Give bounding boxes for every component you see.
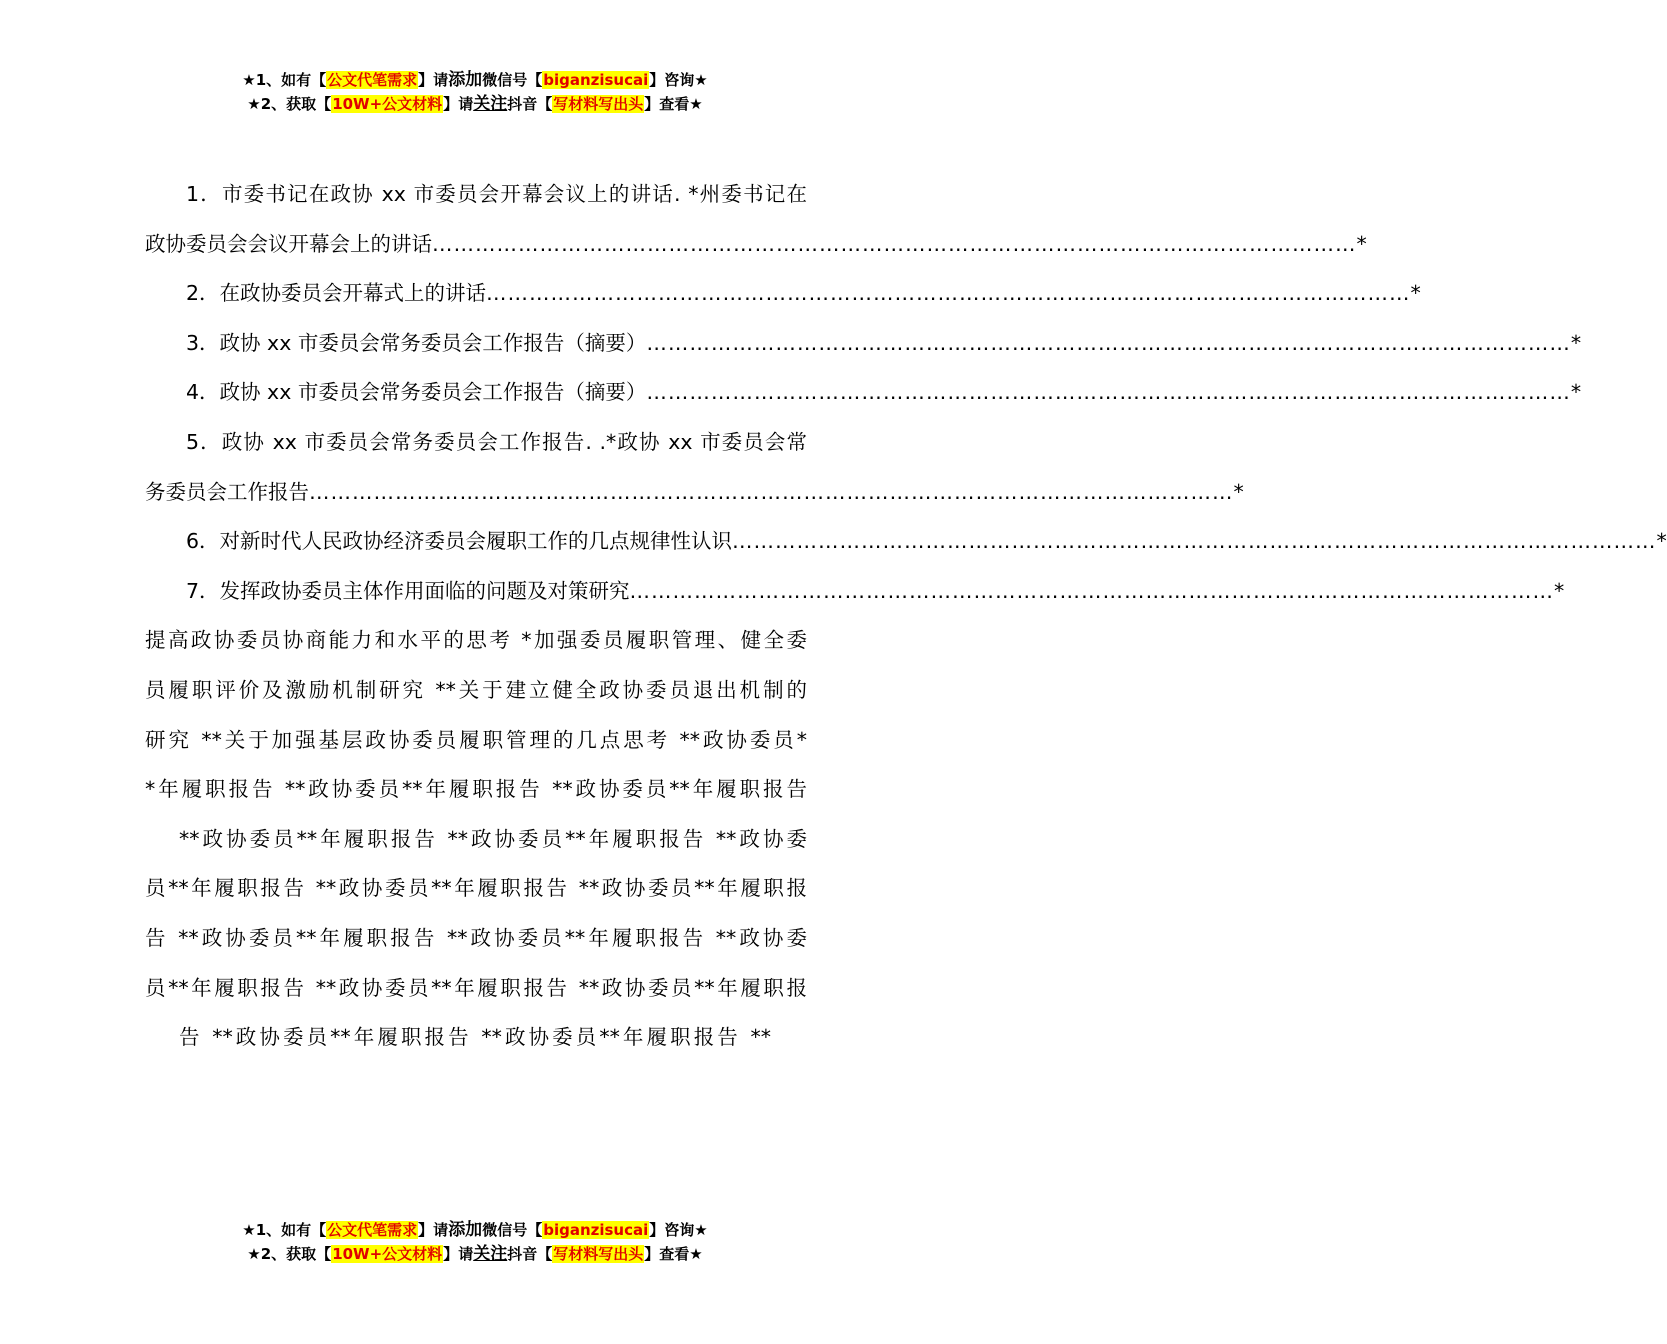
banner-line-1: ★1、如有【公文代笔需求】请添加微信号【biganzisucai】咨询★ [242,70,708,90]
toc-item-2: 2．在政协委员会开幕式上的讲话 ………………………………………………………………………………………………………………… * [145,269,807,319]
leader-dots: ………………………………………………………………………………………………………………… [309,479,1234,504]
page-number: * [1570,380,1582,405]
toc-item-6: 6．对新时代人民政协经济委员会履职工作的几点规律性认识 ………………………………………………………………………………………………………………… * [145,517,807,567]
document-body [145,170,1667,1063]
banner-line-2: ★2、获取【10W+公文材料】请关注抖音【写材料写出头】查看★ [247,94,703,114]
toc-item-1-line-2: 政协委员会会议开幕会上的讲话 ………………………………………………………………………………………………………………… * [145,220,807,270]
paragraph-line-2: 员履职评价及激励机制研究 **关于建立健全政协委员退出机制的 [145,677,807,702]
paragraph-line-6: 员**年履职报告 **政协委员**年履职报告 **政协委员**年履职报 [145,876,807,901]
toc-item-7: 7．发挥政协委员主体作用面临的问题及对策研究 ………………………………………………………………………………………………………………… * [145,567,807,617]
highlight-douyin: 写材料写出头 [553,1245,644,1263]
highlight-ghostwriting: 公文代笔需求 [327,1221,418,1239]
leader-dots: ………………………………………………………………………………………………………………… [629,578,1555,603]
paragraph-line-8: 员**年履职报告 **政协委员**年履职报告 **政协委员**年履职报 [145,975,807,1000]
paragraph-line-9: 告 **政协委员**年履职报告 **政协委员**年履职报告 ** [179,1025,771,1050]
paragraph-line-5: **政协委员**年履职报告 **政协委员**年履职报告 **政协委 [179,826,807,851]
page-number: * [1570,330,1582,355]
toc-item-1-line-1: 1．市委书记在政协 xx 市委员会开幕会议上的讲话. *州委书记在 [186,182,807,206]
page-number: * [1656,529,1667,554]
toc-item-5-line-2: 务委员会工作报告 ………………………………………………………………………………………………………………… * [145,468,807,518]
toc-item-3: 3．政协 xx 市委员会常务委员会工作报告（摘要） ………………………………………………………………………………………………………………… * [145,319,807,369]
paragraph-line-7: 告 **政协委员**年履职报告 **政协委员**年履职报告 **政协委 [145,925,807,950]
leader-dots: ………………………………………………………………………………………………………………… [732,529,1657,554]
header-banner [0,68,950,116]
highlight-materials: 10W+公文材料 [332,95,443,113]
paragraph-line-3: 研究 **关于加强基层政协委员履职管理的几点思考 **政协委员* [145,727,807,752]
leader-dots: ………………………………………………………………………………………………………………… [646,380,1571,405]
leader-dots: ………………………………………………………………………………………………………………… [432,231,1357,256]
highlight-materials: 10W+公文材料 [332,1245,443,1263]
toc-item-4: 4．政协 xx 市委员会常务委员会工作报告（摘要） ………………………………………………………………………………………………………………… * [145,368,807,418]
highlight-wechat-id: biganzisucai [543,71,649,89]
footer-banner [0,1218,950,1266]
page-number: * [1233,479,1244,504]
highlight-ghostwriting: 公文代笔需求 [327,71,418,89]
leader-dots: ………………………………………………………………………………………………………………… [646,330,1571,355]
leader-dots: ………………………………………………………………………………………………………………… [486,281,1411,306]
page-number: * [1356,231,1367,256]
highlight-douyin: 写材料写出头 [553,95,644,113]
toc-item-5-line-1: 5．政协 xx 市委员会常务委员会工作报告. .*政协 xx 市委员会常 [186,429,807,454]
paragraph-line-1: 提高政协委员协商能力和水平的思考 *加强委员履职管理、健全委 [145,628,807,653]
paragraph-line-4: *年履职报告 **政协委员**年履职报告 **政协委员**年履职报告 [145,777,807,802]
banner-line-2: ★2、获取【10W+公文材料】请关注抖音【写材料写出头】查看★ [247,1244,703,1264]
page-number: * [1410,281,1421,306]
page-number: * [1554,578,1565,603]
banner-line-1: ★1、如有【公文代笔需求】请添加微信号【biganzisucai】咨询★ [242,1220,708,1240]
highlight-wechat-id: biganzisucai [543,1221,649,1239]
